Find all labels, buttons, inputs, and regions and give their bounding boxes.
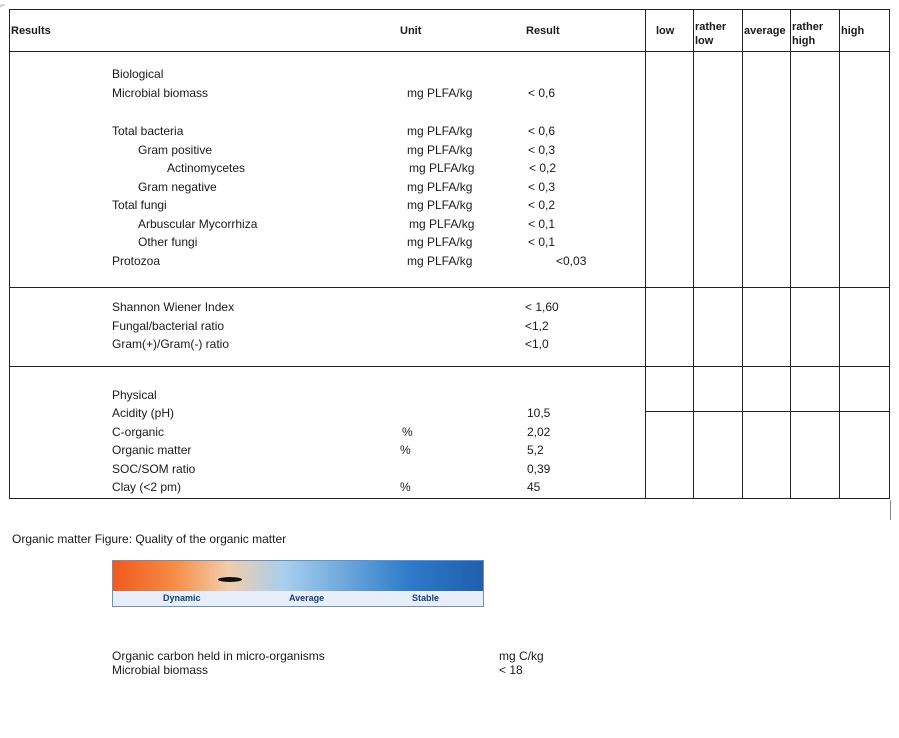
header-unit: Unit [400,25,422,37]
row-unit: mg PLFA/kg [407,254,473,268]
row-value: < 0,6 [528,124,556,138]
footer-unit: mg C/kg [499,649,544,663]
row-unit: mg PLFA/kg [407,86,473,100]
row-name: Microbial biomass [112,86,209,100]
row-unit: mg PLFA/kg [409,217,475,231]
header-rather-high: rather high [792,21,824,47]
row-name: Fungal/bacterial ratio [112,319,225,333]
row-unit: mg PLFA/kg [409,161,475,175]
figure-caption: Organic matter Figure: Quality of the organic matter [12,532,287,546]
row-unit: % [402,425,413,439]
header-average: average [744,25,786,37]
row-value: < 0,3 [528,180,556,194]
row-unit: mg PLFA/kg [407,180,473,194]
row-name: Total bacteria [112,124,184,138]
row-value: 2,02 [527,425,551,439]
footer-line2-label: Microbial biomass [112,663,209,677]
row-value: < 0,6 [528,86,556,100]
scale-label-stable: Stable [412,593,440,603]
row-value: < 0,3 [528,143,556,157]
row-name: Gram(+)/Gram(-) ratio [112,337,229,351]
row-name: Other fungi [138,235,198,249]
row-value: < 0,1 [528,235,556,249]
corner-mark: ⌐ [0,0,6,10]
row-name: Arbuscular Mycorrhiza [138,217,258,231]
row-value: <1,0 [525,337,549,351]
row-value: < 0,1 [528,217,556,231]
row-name: Protozoa [112,254,161,268]
scale-label-average: Average [289,593,325,603]
row-value: 10,5 [527,406,551,420]
row-unit: % [400,443,411,457]
row-unit: mg PLFA/kg [407,124,473,138]
row-value: < 0,2 [529,161,557,175]
row-unit: mg PLFA/kg [407,143,473,157]
row-value: <1,2 [525,319,549,333]
row-name: Organic matter [112,443,192,457]
row-unit: mg PLFA/kg [407,235,473,249]
row-value: 45 [527,480,541,494]
row-name: Gram negative [138,180,217,194]
header-high: high [841,25,865,37]
group-physical: Physical [112,388,157,402]
row-value: 5,2 [527,443,544,457]
row-name: Gram positive [138,143,213,157]
group-biological: Biological [112,67,164,81]
row-name: Acidity (pH) [112,406,175,420]
row-name: SOC/SOM ratio [112,462,196,476]
row-name: C-organic [112,425,165,439]
row-unit: % [400,480,411,494]
row-value: <0,03 [556,254,587,268]
header-result: Result [526,25,560,37]
row-value: < 0,2 [528,198,556,212]
row-name: Shannon Wiener Index [112,300,235,314]
row-value: < 1,60 [525,300,559,314]
footer-value: < 18 [499,663,523,677]
header-results: Results [11,25,51,37]
row-value: 0,39 [527,462,551,476]
row-name: Clay (<2 pm) [112,480,182,494]
header-rather-low: rather low [695,21,727,47]
row-unit: mg PLFA/kg [407,198,473,212]
row-name: Total fungi [112,198,167,212]
row-name: Actinomycetes [167,161,246,175]
scale-label-dynamic: Dynamic [163,593,201,603]
scale-gradient-bar [112,560,484,592]
header-low: low [656,25,675,37]
footer-line1-label: Organic carbon held in micro-organisms [112,649,325,663]
